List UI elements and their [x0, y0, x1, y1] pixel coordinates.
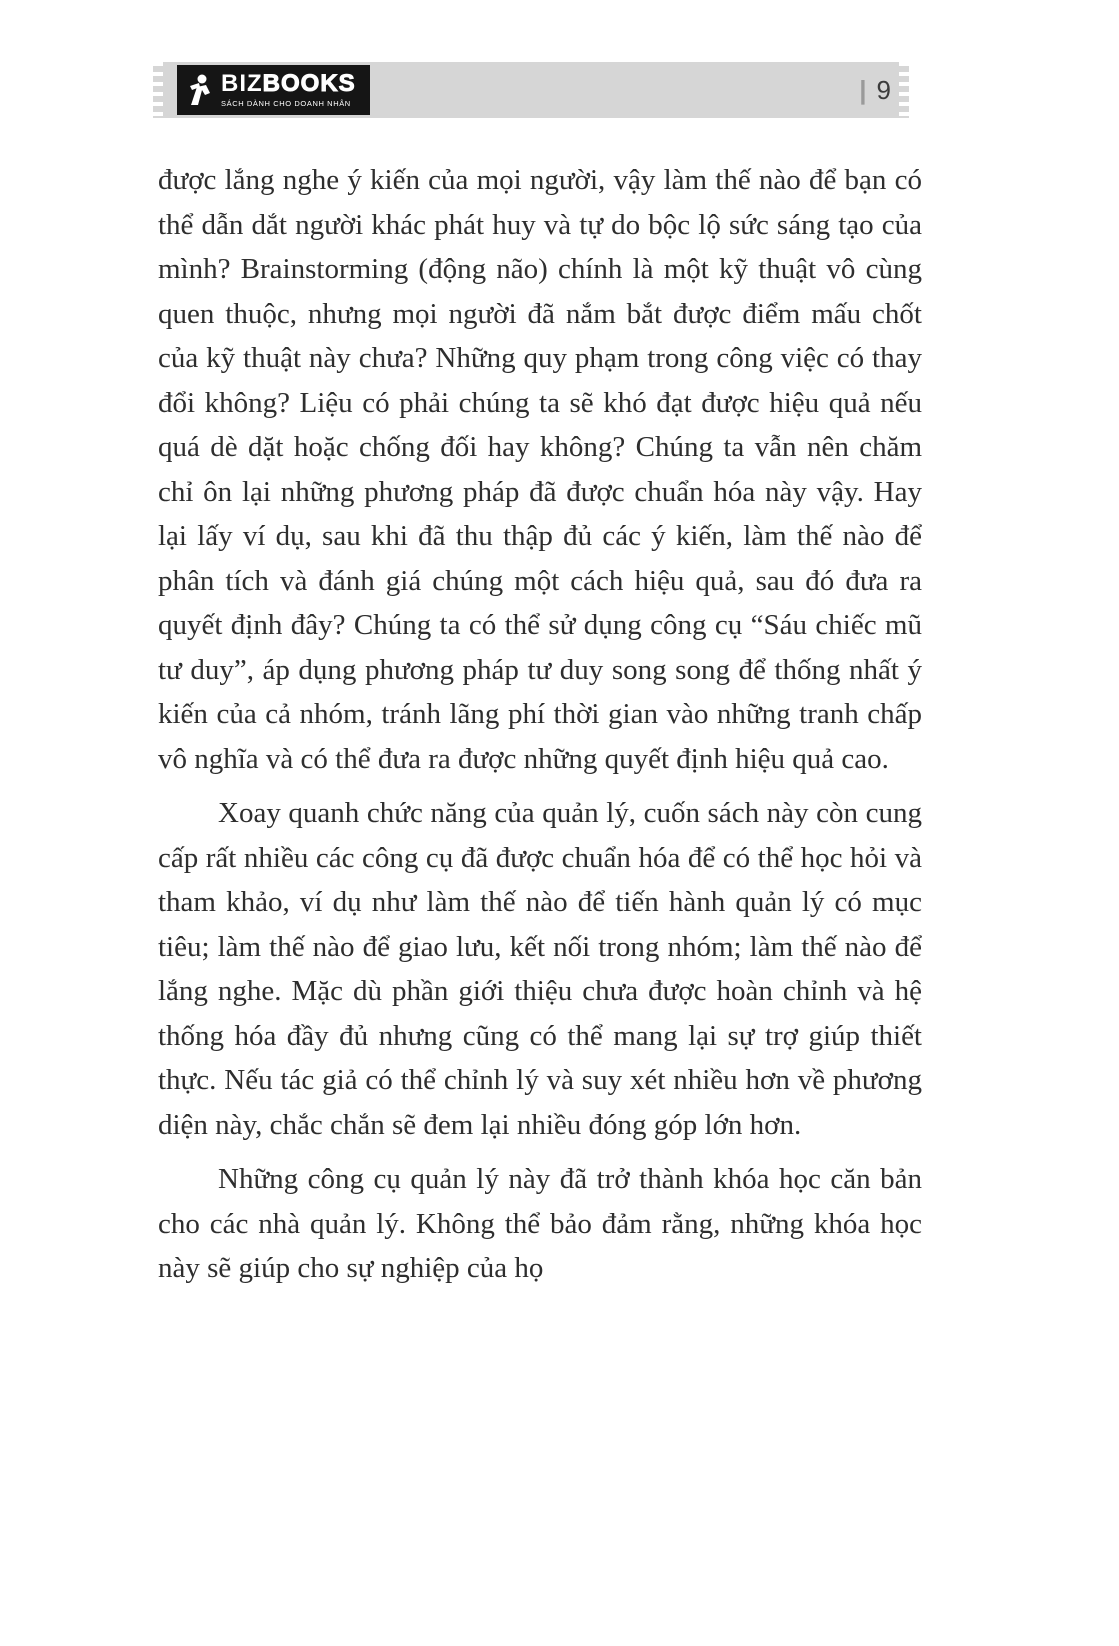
- page-number-divider: |: [859, 74, 867, 105]
- paragraph: Những công cụ quản lý này đã trở thành khóa học căn bản cho các nhà quản lý. Không thể bảo đảm rằng, những khóa học này sẽ giúp cho sự nghiệp của họ: [158, 1163, 922, 1284]
- page-number: 9: [876, 74, 891, 105]
- bizbooks-logo-icon: [187, 73, 213, 107]
- page-number-area: [859, 75, 891, 106]
- paragraph: được lắng nghe ý kiến của mọi người, vậy làm thế nào để bạn có thể dẫn dắt người khác phát huy và tự do bộc lộ sức sáng tạo của mình? Brainstorming (động não) chính là một kỹ thuật vô cùng quen thuộc, nhưng mọi người đã nắm bắt được điểm mấu chốt của kỹ thuật này chưa? Những quy phạm trong công việc có thay đổi không? Liệu có phải chúng ta sẽ khó đạt được hiệu quả nếu quá dè dặt hoặc chống đối hay không? Chúng ta vẫn nên chăm chỉ ôn lại những phương pháp đã được chuẩn hóa này vậy. Hay lại lấy ví dụ, sau khi đã thu thập đủ các ý kiến, làm thế nào để phân tích và đánh giá chúng một cách hiệu quả, sau đó đưa ra quyết định đây? Chúng ta có thể sử dụng công cụ “Sáu chiếc mũ tư duy”, áp dụng phương pháp tư duy song song để thống nhất ý kiến của cả nhóm, tránh lãng phí thời gian vào những tranh chấp vô nghĩa và có thể đưa ra được những quyết định hiệu quả cao.: [158, 164, 922, 775]
- header-ribbon: [155, 62, 907, 118]
- body-text: [158, 158, 922, 1301]
- logo-title-biz: BIZ: [221, 70, 263, 98]
- logo-title-books: BOOKS: [262, 70, 356, 98]
- paragraph: Xoay quanh chức năng của quản lý, cuốn sách này còn cung cấp rất nhiều các công cụ đã được chuẩn hóa để có thể học hỏi và tham khảo, ví dụ như làm thế nào để tiến hành quản lý có mục tiêu; làm thế nào để giao lưu, kết nối trong nhóm; làm thế nào để lắng nghe. Mặc dù phần giới thiệu chưa được hoàn chỉnh và hệ thống hóa đầy đủ nhưng cũng có thể mang lại sự trợ giúp thiết thực. Nếu tác giả có thể chỉnh lý và suy xét nhiều hơn về phương diện này, chắc chắn sẽ đem lại nhiều đóng góp lớn hơn.: [158, 797, 922, 1141]
- bizbooks-logo-text: [221, 72, 356, 108]
- bizbooks-logo: [177, 65, 370, 115]
- logo-tagline: SÁCH DÀNH CHO DOANH NHÂN: [221, 99, 351, 109]
- logo-title: [221, 72, 356, 96]
